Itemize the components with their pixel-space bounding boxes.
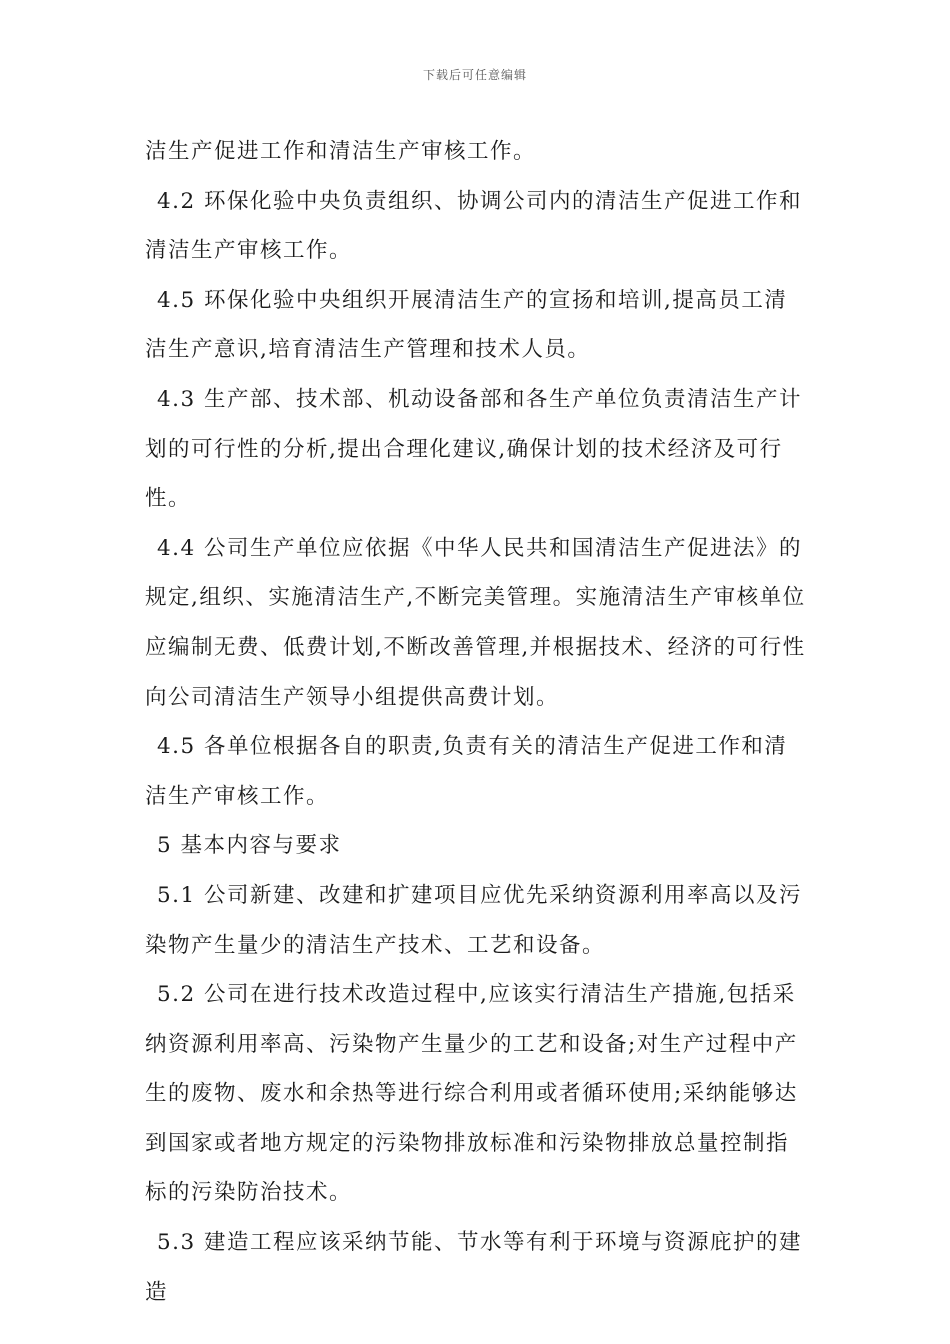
paragraph-5-1: 5.1 公司新建、改建和扩建项目应优先采纳资源利用率高以及污染物产生量少的清洁生产技术、工艺和设备。	[145, 882, 803, 958]
section-heading-5: 5 基本内容与要求	[157, 833, 342, 859]
paragraph-5-3: 5.3 建造工程应该采纳节能、节水等有利于环境与资源庇护的建造	[145, 1230, 803, 1305]
paragraph-5-2: 5.2 公司在进行技术改造过程中,应该实行清洁生产措施,包括采纳资源利用率高、污染物产生量少的工艺和设备;对生产过程中产生的废物、废水和余热等进行综合利用或者循环使用;采纳能够达到国家或者地方规定的污染物排放标准和污染物排放总量控制指标的污染防治技术。	[145, 982, 798, 1206]
paragraph-4-4: 4.4 公司生产单位应依据《中华人民共和国清洁生产促进法》的规定,组织、实施清洁生产,不断完美管理。实施清洁生产审核单位应编制无费、低费计划,不断改善管理,并根据技术、经济的可行性向公司清洁生产领导小组提供高费计划。	[145, 535, 806, 710]
paragraph-4-2: 4.2 环保化验中央负责组织、协调公司内的清洁生产促进工作和清洁生产审核工作。	[145, 188, 803, 264]
paragraph-4-5-training: 4.5 环保化验中央组织开展清洁生产的宣扬和培训,提高员工清洁生产意识,培育清洁生产管理和技术人员。	[145, 287, 788, 363]
document-body	[145, 127, 810, 1317]
page-header: 下载后可任意编辑	[422, 68, 527, 82]
paragraph-4-5-duties: 4.5 各单位根据各自的职责,负责有关的清洁生产促进工作和清洁生产审核工作。	[145, 734, 788, 809]
paragraph-4-3: 4.3 生产部、技术部、机动设备部和各生产单位负责清洁生产计划的可行性的分析,提出合理化建议,确保计划的技术经济及可行性。	[145, 386, 803, 512]
paragraph-continuation: 洁生产促进工作和清洁生产审核工作。	[145, 139, 537, 164]
